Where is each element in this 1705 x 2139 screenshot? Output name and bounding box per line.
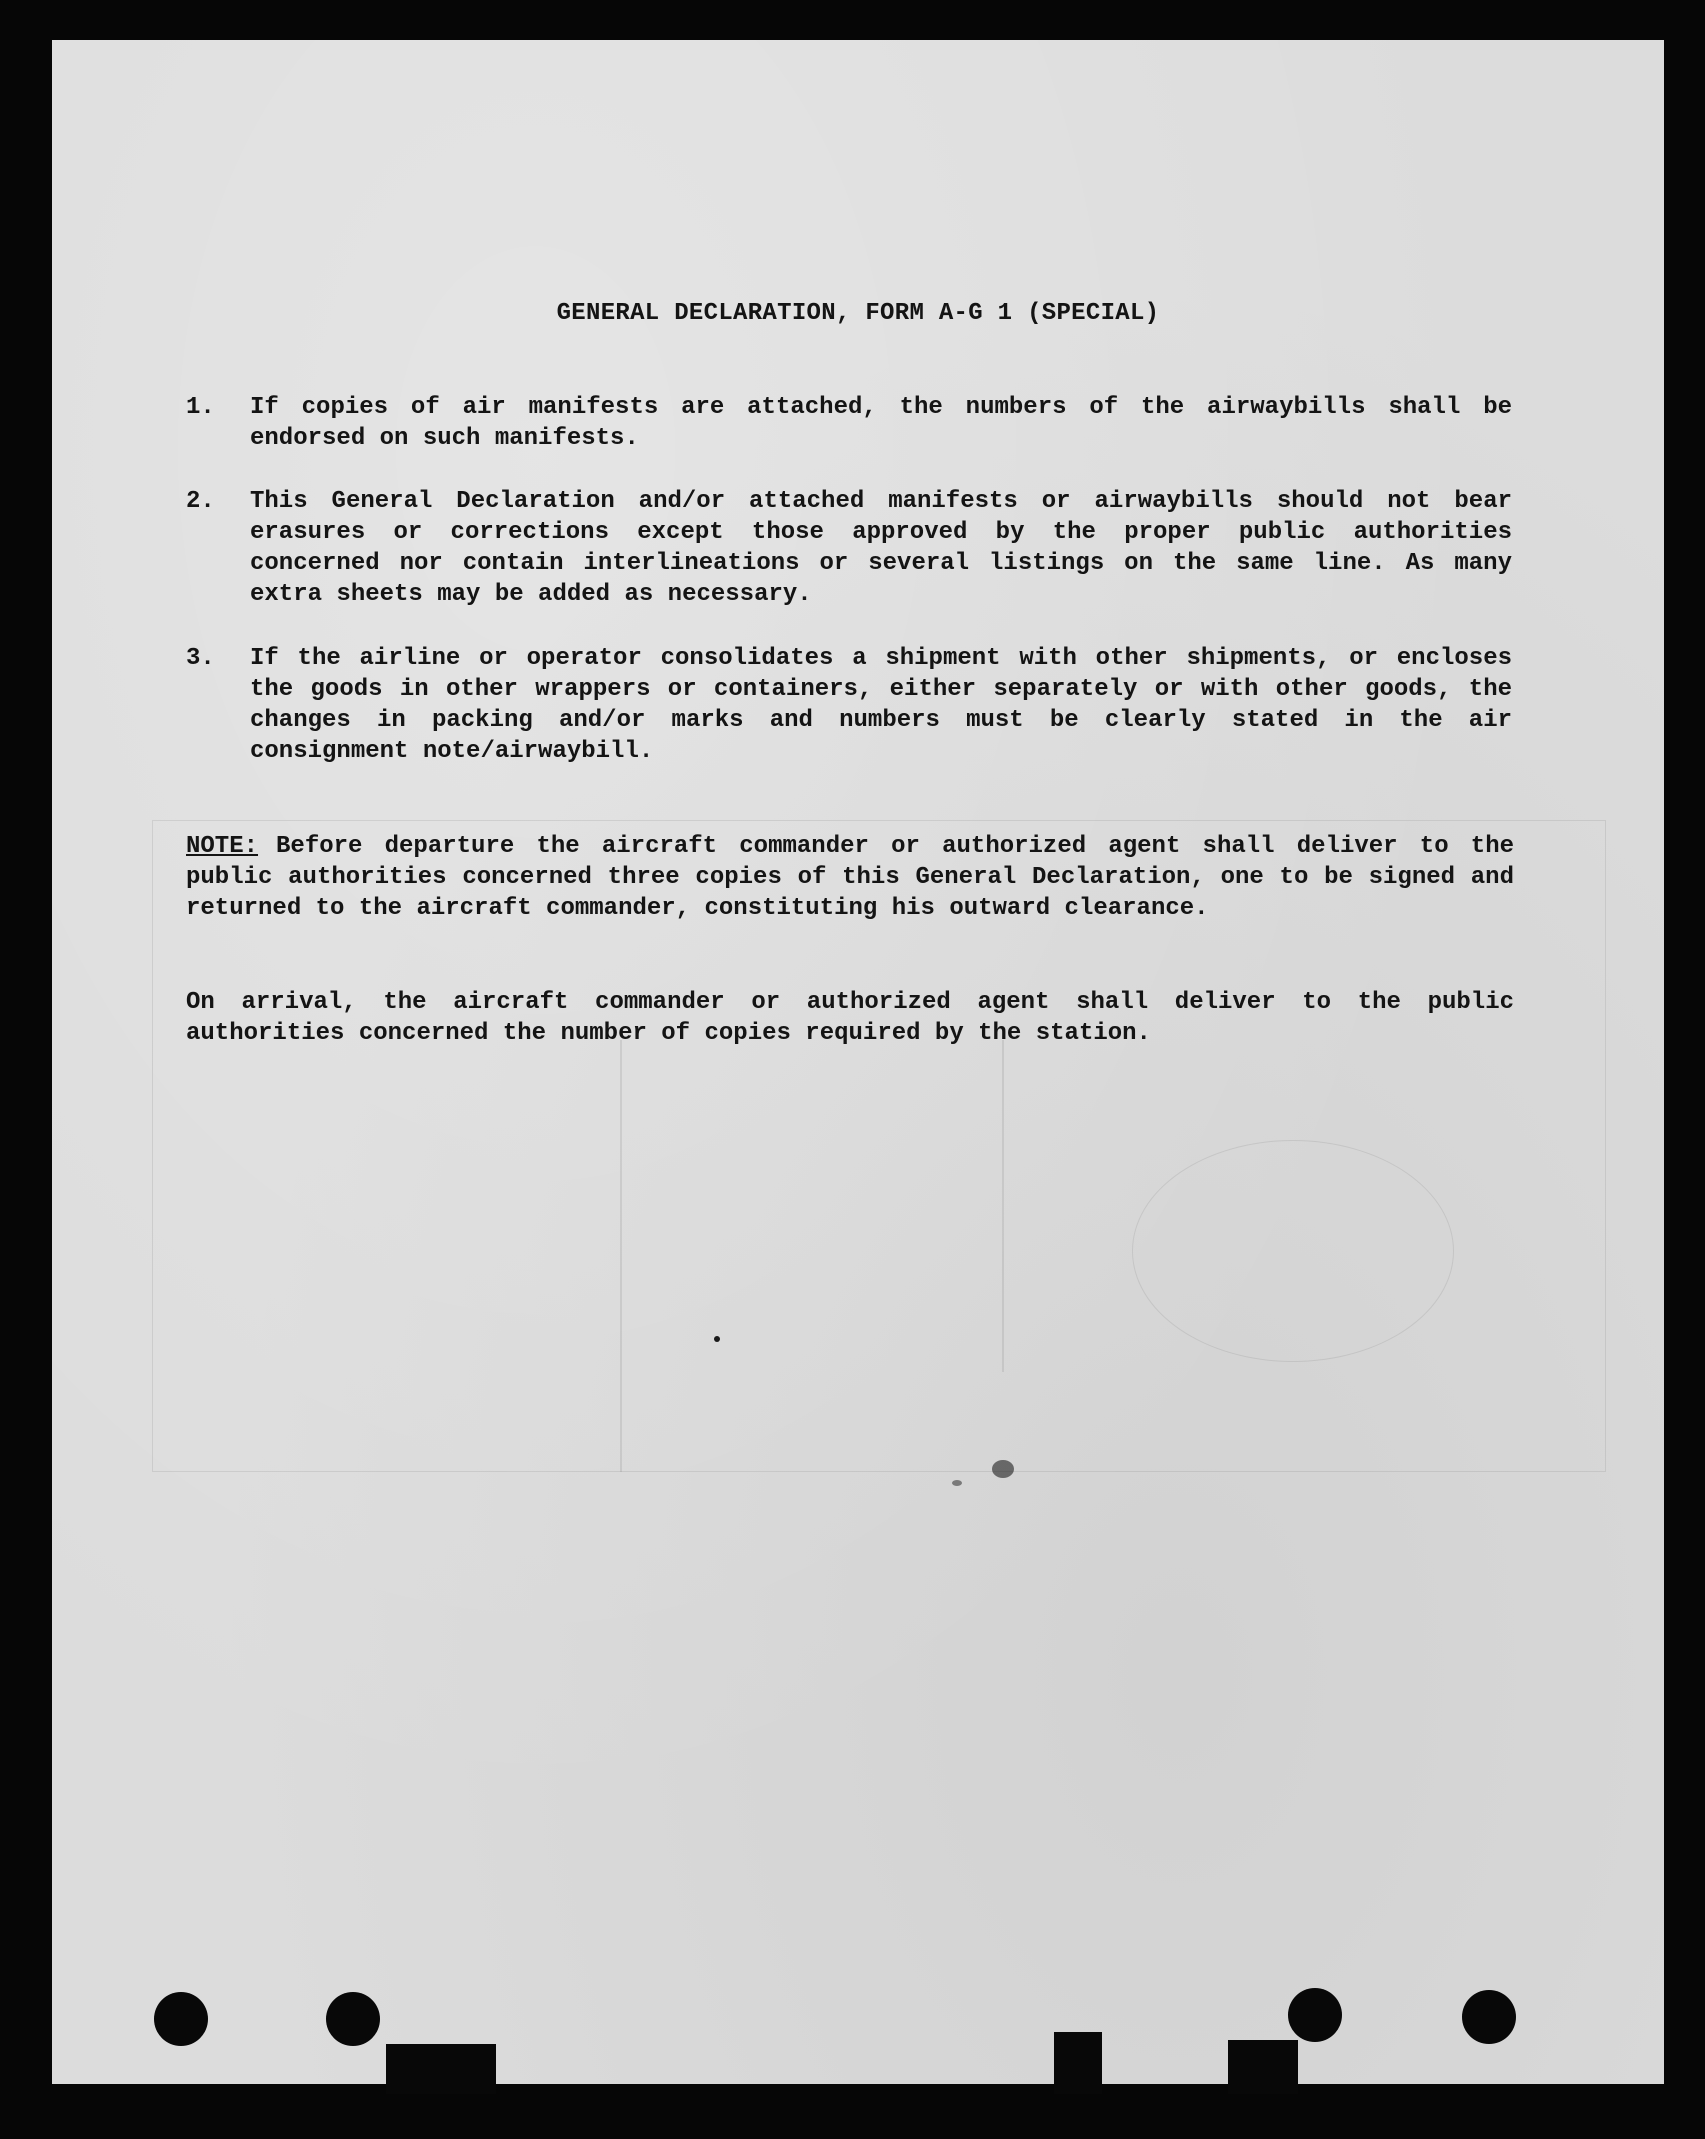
binding-tab bbox=[386, 2044, 496, 2094]
arrival-paragraph bbox=[186, 987, 1514, 1049]
note-text: Before departure the aircraft commander or authorized agent shall deliver to the public authorities concerned three copies of this General Declaration, one to be signed and returned to the aircraft commander, constituting his outward clearance. bbox=[186, 833, 1514, 922]
ink-speck bbox=[992, 1460, 1014, 1478]
document-title: GENERAL DECLARATION, FORM A-G 1 (SPECIAL) bbox=[556, 300, 1160, 327]
punch-hole bbox=[154, 1992, 208, 2046]
note-label: NOTE: bbox=[186, 833, 259, 860]
ink-speck bbox=[714, 1336, 720, 1342]
item-number: 1. bbox=[186, 394, 215, 421]
binding-tab bbox=[1228, 2040, 1298, 2094]
document-body bbox=[52, 40, 1664, 2084]
note-paragraph bbox=[186, 831, 1514, 924]
punch-hole bbox=[1288, 1988, 1342, 2042]
punch-hole bbox=[1462, 1990, 1516, 2044]
arrival-text: On arrival, the aircraft commander or authorized agent shall deliver to the public authorities concerned the number of copies required by the station. bbox=[186, 989, 1514, 1047]
binding-tab bbox=[1054, 2032, 1102, 2094]
item-text: If copies of air manifests are attached, the numbers of the airwaybills shall be endorsed on such manifests. bbox=[250, 394, 1512, 452]
item-text: This General Declaration and/or attached manifests or airwaybills should not bear erasures or corrections except those approved by the proper public authorities concerned nor contain interlineations or several listings on the same line. As many extra sheets may be added as necessary. bbox=[250, 488, 1512, 608]
paper-sheet bbox=[52, 40, 1664, 2084]
item-number: 2. bbox=[186, 488, 215, 515]
item-number: 3. bbox=[186, 645, 215, 672]
ink-speck bbox=[952, 1480, 962, 1486]
punch-hole bbox=[326, 1992, 380, 2046]
item-text: If the airline or operator consolidates a shipment with other shipments, or encloses the goods in other wrappers or containers, either separately or with other goods, the changes in packing and/or marks and numbers must be clearly stated in the air consignment note/airwaybill. bbox=[250, 645, 1512, 765]
